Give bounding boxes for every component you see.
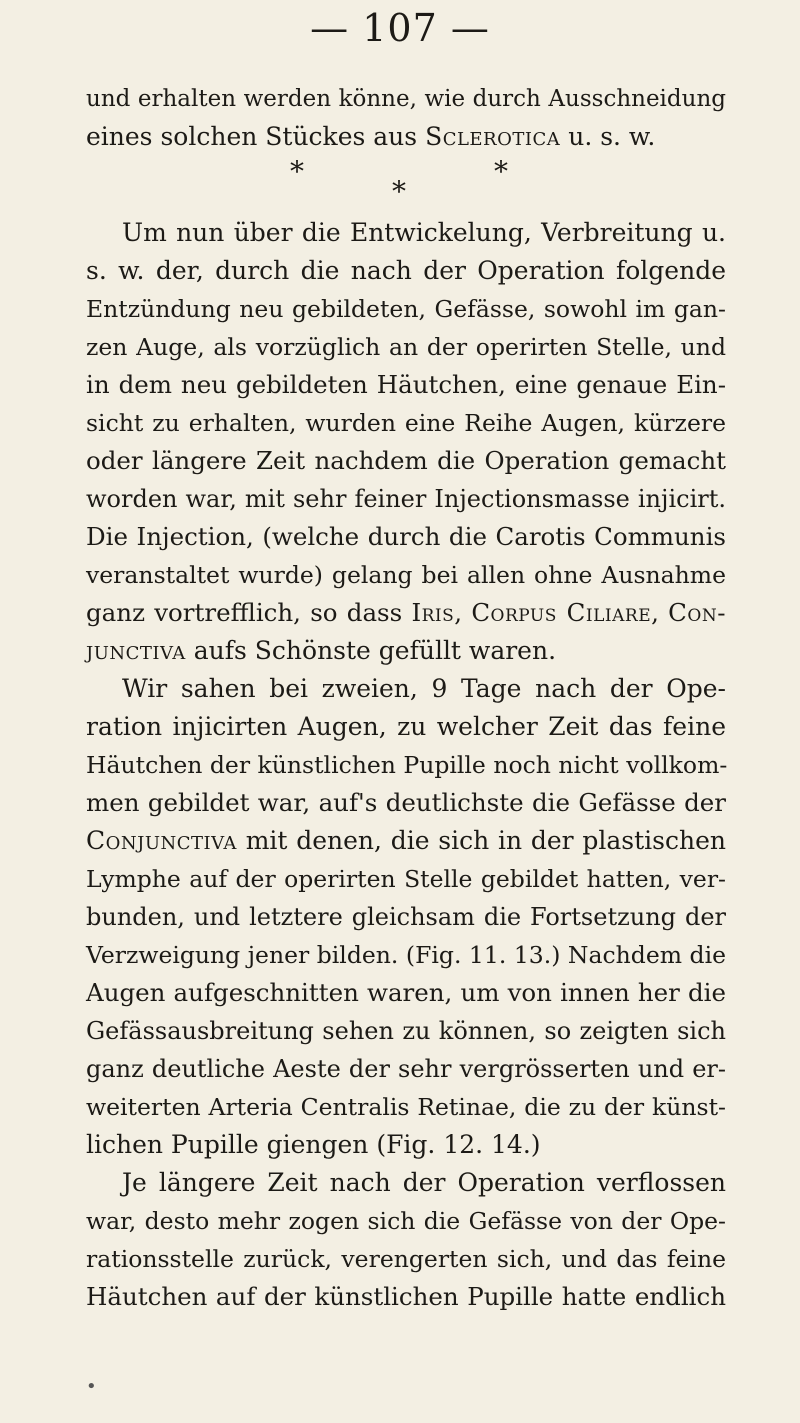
text-line: ganz vortrefflich, so dass Iris, Corpus Ciliare, Con-: [86, 598, 726, 627]
text-line: Häutchen der künstlichen Pupille noch nicht vollkom-: [86, 751, 728, 779]
section-separator: [86, 156, 726, 214]
text-line: Gefässausbreitung sehen zu können, so zeigten sich: [86, 1017, 726, 1045]
text-line: worden war, mit sehr feiner Injectionsmasse injicirt.: [86, 485, 726, 513]
anatomical-term: Conjunctiva: [86, 826, 237, 855]
text-line: weiterten Arteria Centralis Retinae, die zu der künst-: [86, 1093, 726, 1121]
text-line: rationsstelle zurück, verengerten sich, und das feine: [86, 1245, 726, 1273]
anatomical-term: Sclerotica: [425, 122, 561, 151]
page-number: — 107 —: [310, 6, 490, 50]
text-line: war, desto mehr zogen sich die Gefässe von der Ope-: [86, 1207, 726, 1235]
text-line: Die Injection, (welche durch die Carotis Communis: [86, 522, 726, 551]
text-line: Je längere Zeit nach der Operation verflossen: [122, 1168, 726, 1197]
text-line: men gebildet war, auf's deutlichste die Gefässe der: [86, 788, 726, 817]
text-line: Augen aufgeschnitten waren, um von innen her die: [86, 978, 726, 1007]
text-line: Um nun über die Entwickelung, Verbreitung u.: [122, 218, 726, 247]
text-line: sicht zu erhalten, wurden eine Reihe Augen, kürzere: [86, 409, 726, 437]
text-line: junctiva aufs Schönste gefüllt waren.: [86, 636, 557, 665]
text-line: oder längere Zeit nachdem die Operation gemacht: [86, 446, 726, 475]
text-line: und erhalten werden könne, wie durch Ausschneidung: [86, 86, 726, 112]
text-line: Entzündung neu gebildeten, Gefässe, sowohl im gan-: [86, 295, 726, 323]
text-line: ration injicirten Augen, zu welcher Zeit das feine: [86, 712, 726, 741]
text-line: bunden, und letztere gleichsam die Fortsetzung der: [86, 903, 726, 931]
anatomical-term: junctiva: [86, 636, 186, 665]
text-line: zen Auge, als vorzüglich an der operirten Stelle, und: [86, 333, 726, 361]
body-text: [86, 80, 726, 1316]
asterisk: *: [290, 155, 304, 188]
text-line: Conjunctiva mit denen, die sich in der plastischen: [86, 826, 726, 855]
text-line: Wir sahen bei zweien, 9 Tage nach der Ope-: [122, 674, 726, 703]
text-line: ganz deutliche Aeste der sehr vergrösserten und er-: [86, 1055, 726, 1083]
asterisk: *: [494, 155, 508, 188]
text-line: lichen Pupille giengen (Fig. 12. 14.): [86, 1130, 541, 1159]
text-line: s. w. der, durch die nach der Operation folgende: [86, 256, 726, 285]
anatomical-term: Con-: [668, 598, 726, 627]
text-line: Häutchen auf der künstlichen Pupille hatte endlich: [86, 1282, 726, 1311]
text-line: eines solchen Stückes aus Sclerotica u. s. w.: [86, 122, 656, 151]
printer-mark: •: [86, 1376, 97, 1397]
text-line: in dem neu gebildeten Häutchen, eine genaue Ein-: [86, 370, 726, 399]
text-line: veranstaltet wurde) gelang bei allen ohne Ausnahme: [86, 561, 726, 589]
anatomical-term: Corpus Ciliare: [471, 598, 652, 627]
anatomical-term: Iris: [411, 598, 455, 627]
text-line: Verzweigung jener bilden. (Fig. 11. 13.) Nachdem die: [86, 941, 726, 969]
text-line: Lymphe auf der operirten Stelle gebildet hatten, ver-: [86, 865, 726, 893]
asterisk: *: [392, 175, 406, 208]
